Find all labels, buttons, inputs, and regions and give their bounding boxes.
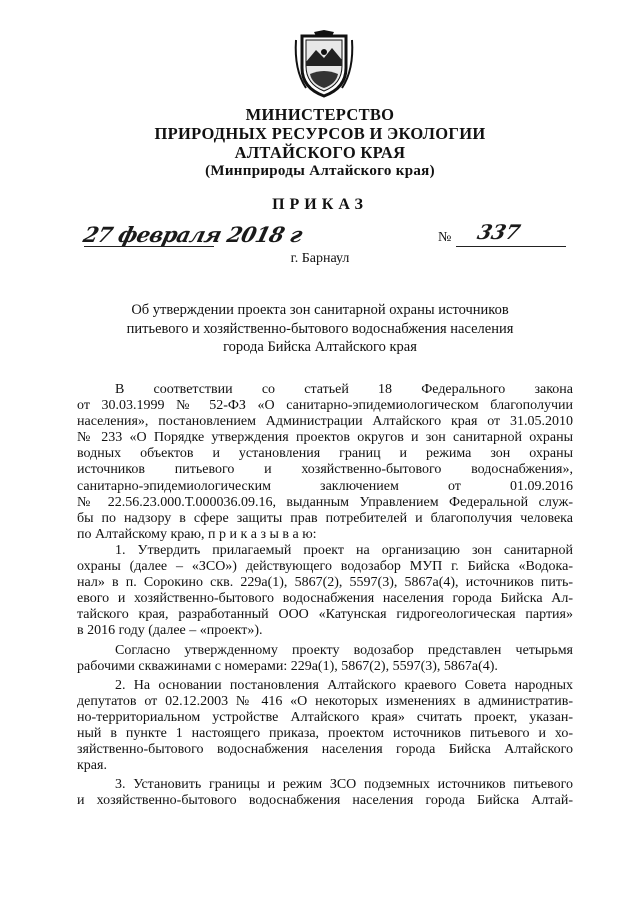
body-line: депутатов от 02.12.2003 № 416 «О некоторых изменениях в административ-	[77, 693, 573, 709]
date-underline	[84, 246, 214, 247]
ministry-name-line-3: АЛТАЙСКОГО КРАЯ	[234, 143, 406, 162]
handwritten-order-number: 337	[475, 220, 523, 244]
body-line: в 2016 году (далее – «проект»).	[77, 623, 263, 639]
body-line: водных объектов и установления границ и режима зон охраны	[77, 446, 573, 462]
subject-line: города Бийска Алтайского края	[223, 339, 417, 355]
body-line: № 22.56.23.000.Т.000036.09.16, выданным Управлением Федеральной служ-	[77, 494, 573, 510]
body-line: зяйственно-бытового водоснабжения населения города Бийска Алтайского	[77, 742, 573, 758]
order-number-label: №	[438, 230, 452, 245]
order-title: ПРИКАЗ	[272, 196, 368, 213]
order-body-text	[77, 382, 573, 809]
body-line: ный в пункте 1 настоящего приказа, проектом источников питьевого и хо-	[77, 725, 573, 741]
body-line: 1. Утвердить прилагаемый проект на организацию зон санитарной	[115, 542, 573, 558]
body-line: бы по надзору в сфере защиты прав потребителей и благополучия человека	[77, 510, 573, 526]
body-line: края.	[77, 758, 107, 774]
ministry-name-line-1: МИНИСТЕРСТВО	[245, 105, 395, 124]
body-line: охраны (далее – «ЗСО») действующего водозабор МУП г. Бийска «Водока-	[77, 559, 573, 575]
body-line: источников питьевого и хозяйственно-бытового водоснабжения»,	[77, 462, 573, 478]
body-line: санитарно-эпидемиологическим заключением от 01.09.2016	[77, 478, 573, 494]
body-line: от 30.03.1999 № 52-ФЗ «О санитарно-эпидемиологическом благополучии	[77, 398, 573, 414]
body-line: населения», постановлением Администрации Алтайского края от 31.05.2010	[77, 414, 573, 430]
body-line: но-территориальном устройстве Алтайского края» считать проект, указан-	[77, 709, 573, 725]
order-subject	[0, 301, 640, 357]
ministry-name-line-2: ПРИРОДНЫХ РЕСУРСОВ И ЭКОЛОГИИ	[154, 124, 486, 143]
body-line: № 233 «О Порядке утверждения проектов округов и зон санитарной охраны	[77, 430, 573, 446]
body-line: Согласно утвержденному проекту водозабор представлен четырьмя	[115, 642, 573, 658]
ministry-short-name: (Минприроды Алтайского края)	[205, 163, 435, 179]
coat-of-arms-emblem	[292, 30, 356, 100]
city-name: г. Барнаул	[290, 251, 350, 266]
body-line: тайского края, разработанный ООО «Катунская гидрогеологическая партия»	[77, 607, 573, 623]
body-line: евого и хозяйственно-бытового водоснабжения населения города Бийска Ал-	[77, 591, 573, 607]
body-line: по Алтайскому краю, п р и к а з ы в а ю:	[77, 526, 317, 542]
body-line: 3. Установить границы и режим ЗСО подземных источников питьевого	[115, 777, 573, 793]
body-line: В соответствии со статьей 18 Федерального закона	[115, 382, 573, 397]
body-line: 2. На основании постановления Алтайского краевого Совета народных	[115, 677, 573, 693]
body-line: рабочими скважинами с номерами: 229а(1), 5867(2), 5597(3), 5867а(4).	[77, 658, 498, 674]
subject-line: Об утверждении проекта зон санитарной охраны источников	[131, 302, 509, 318]
body-line: нал» в п. Сорокино скв. 229а(1), 5867(2), 5597(3), 5867а(4), источников пить-	[77, 575, 573, 591]
body-line: и хозяйственно-бытового водоснабжения населения города Бийска Алтай-	[77, 793, 573, 809]
handwritten-date: 27 февраля 2018 г	[80, 222, 305, 247]
number-underline	[456, 246, 566, 247]
subject-line: питьевого и хозяйственно-бытового водоснабжения населения	[126, 320, 514, 337]
